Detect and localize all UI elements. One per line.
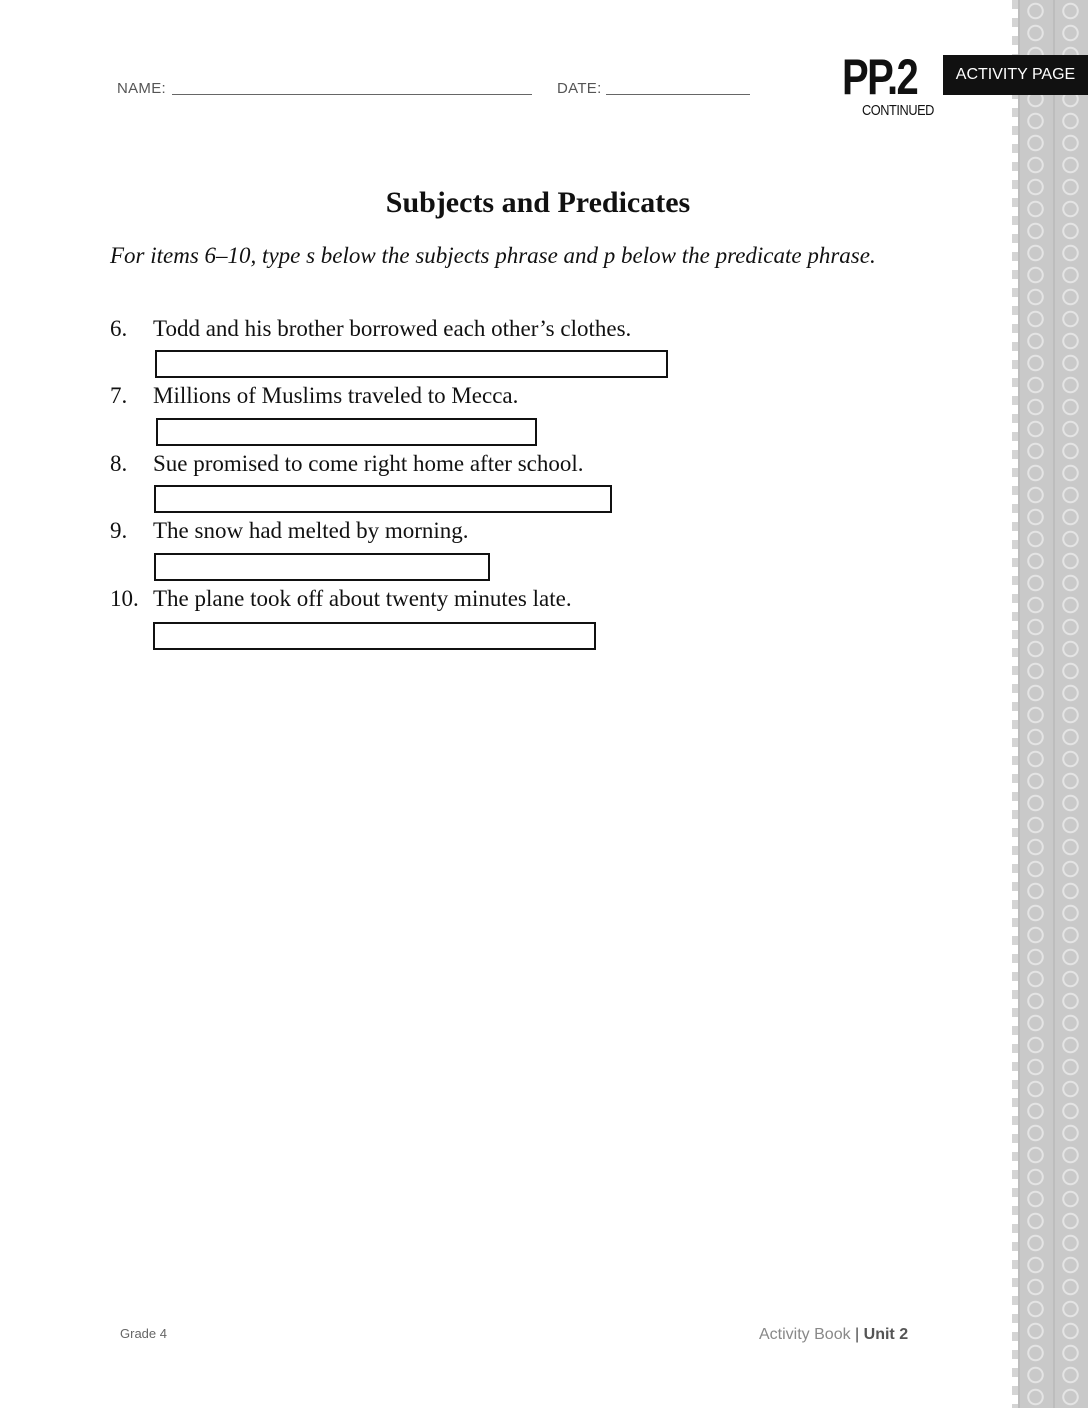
item-number: 8.: [110, 451, 128, 476]
list-item: [110, 451, 584, 477]
continued-label: CONTINUED: [862, 102, 934, 119]
instructions: For items 6–10, type s below the subjects phrase and p below the predicate phrase.: [110, 243, 876, 268]
item-sentence: Todd and his brother borrowed each other’s clothes.: [153, 316, 632, 341]
item-sentence: The plane took off about twenty minutes late.: [153, 586, 572, 611]
list-item: [110, 316, 631, 342]
footer-unit: Unit 2: [863, 1326, 909, 1343]
page-title: Subjects and Predicates: [385, 186, 691, 219]
answer-box[interactable]: [153, 622, 596, 650]
item-sentence: Millions of Muslims traveled to Mecca.: [153, 383, 519, 408]
footer-separator: |: [855, 1326, 860, 1343]
name-label: NAME:: [117, 80, 167, 97]
name-line[interactable]: [172, 94, 532, 95]
list-item: [110, 383, 518, 409]
page-code: PP.2: [842, 49, 918, 105]
footer-book: Activity Book: [759, 1326, 851, 1343]
answer-box[interactable]: [154, 485, 612, 513]
item-number: 7.: [110, 383, 128, 408]
item-number: 10.: [110, 586, 139, 611]
activity-page-tab: ACTIVITY PAGE: [943, 55, 1088, 95]
answer-box[interactable]: [154, 553, 490, 581]
item-number: 6.: [110, 316, 128, 341]
item-sentence: The snow had melted by morning.: [153, 518, 469, 543]
date-line[interactable]: [606, 94, 750, 95]
footer-grade: Grade 4: [120, 1326, 167, 1341]
answer-box[interactable]: [155, 350, 668, 378]
footer-book-unit: [759, 1326, 908, 1344]
item-sentence: Sue promised to come right home after school.: [153, 451, 584, 476]
answer-box[interactable]: [156, 418, 537, 446]
date-label: DATE:: [557, 80, 602, 97]
item-number: 9.: [110, 518, 128, 543]
list-item: [110, 518, 469, 544]
list-item: [110, 586, 572, 612]
